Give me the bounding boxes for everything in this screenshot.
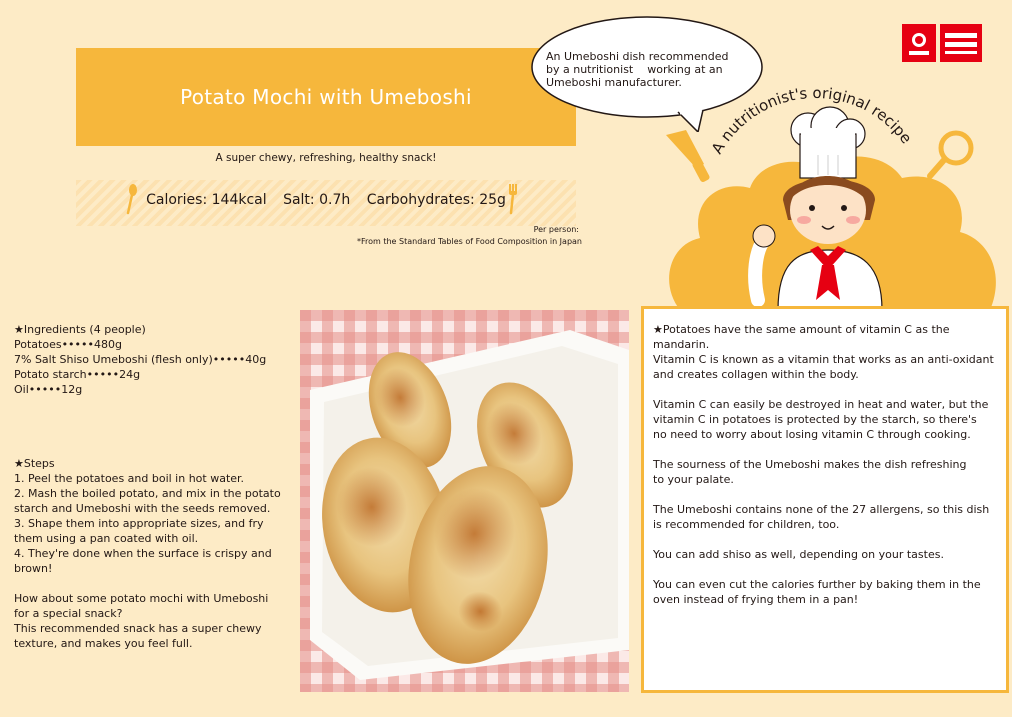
step-line: 1. Peel the potatoes and boil in hot water. [14, 472, 245, 485]
steps-heading: ★Steps [14, 457, 55, 470]
closing-line: This recommended snack has a super chewy [14, 622, 262, 635]
info-paragraph [653, 457, 996, 487]
bubble-line: by a nutritionist working at an [546, 63, 723, 76]
salt-value: Salt: 0.7h [283, 192, 351, 208]
step-line: brown! [14, 562, 53, 575]
info-paragraph [653, 322, 996, 382]
info-line: is recommended for children, too. [653, 518, 840, 531]
ingredient-item: Potatoes•••••480g [14, 338, 122, 351]
ingredient-item: Potato starch•••••24g [14, 368, 141, 381]
info-line: vitamin C in potatoes is protected by the starch, so there's [653, 413, 977, 426]
info-line: You can even cut the calories further by baking them in the [653, 578, 981, 591]
info-line: Vitamin C can easily be destroyed in heat and water, but the [653, 398, 989, 411]
arc-text: A nutritionist's original recipe [707, 83, 916, 158]
closing-line: How about some potato mochi with Umeboshi [14, 592, 269, 605]
info-line: and creates collagen within the body. [653, 368, 859, 381]
info-line: You can add shiso as well, depending on your tastes. [653, 548, 944, 561]
ingredients-list [14, 322, 294, 397]
ingredients-heading: ★Ingredients (4 people) [14, 323, 146, 336]
chef-illustration [660, 60, 1012, 310]
bubble-line: Umeboshi manufacturer. [546, 76, 682, 89]
title-banner [76, 48, 576, 146]
info-paragraph [653, 577, 996, 607]
info-paragraph [653, 502, 996, 532]
step-line: them using a pan coated with oil. [14, 532, 199, 545]
food-photo [300, 310, 629, 692]
info-line: oven instead of frying them in a pan! [653, 593, 859, 606]
steps-list [14, 456, 300, 651]
knife-icon [666, 130, 711, 183]
info-paragraph [653, 397, 996, 442]
info-line: The sourness of the Umeboshi makes the dish refreshing [653, 458, 967, 471]
step-line: 3. Shape them into appropriate sizes, and fry [14, 517, 264, 530]
bubble-line: An Umeboshi dish recommended [546, 50, 729, 63]
carbs-value: Carbohydrates: 25g [366, 192, 506, 208]
brand-logo [902, 24, 982, 62]
chef-hat [791, 107, 865, 178]
closing-line: texture, and makes you feel full. [14, 637, 193, 650]
ingredient-item: Oil•••••12g [14, 383, 83, 396]
step-line: starch and Umeboshi with the seeds removed. [14, 502, 271, 515]
info-line: ★Potatoes have the same amount of vitamin C as the [653, 323, 950, 336]
source-note: *From the Standard Tables of Food Composition in Japan [356, 237, 582, 246]
ingredient-item: 7% Salt Shiso Umeboshi (flesh only)•••••40g [14, 353, 267, 366]
closing-line: for a special snack? [14, 607, 123, 620]
nutrition-info [76, 192, 576, 208]
step-line: 2. Mash the boiled potato, and mix in the potato [14, 487, 281, 500]
frying-pan-icon [930, 133, 971, 176]
info-line: The Umeboshi contains none of the 27 allergens, so this dish [653, 503, 990, 516]
step-line: 4. They're done when the surface is crispy and [14, 547, 272, 560]
nutrition-band [76, 180, 576, 226]
info-box [641, 306, 1009, 693]
recipe-subtitle: A super chewy, refreshing, healthy snack! [215, 152, 437, 164]
info-line: to your palate. [653, 473, 734, 486]
info-line: mandarin. [653, 338, 710, 351]
fork-icon [506, 183, 520, 217]
calories-value: Calories: 144kcal [146, 192, 267, 208]
per-person-note: Per person: [533, 225, 579, 234]
recipe-title: Potato Mochi with Umeboshi [180, 85, 472, 109]
info-paragraph [653, 547, 996, 562]
info-line: no need to worry about losing vitamin C through cooking. [653, 428, 971, 441]
info-line: Vitamin C is known as a vitamin that works as an anti-oxidant [653, 353, 994, 366]
